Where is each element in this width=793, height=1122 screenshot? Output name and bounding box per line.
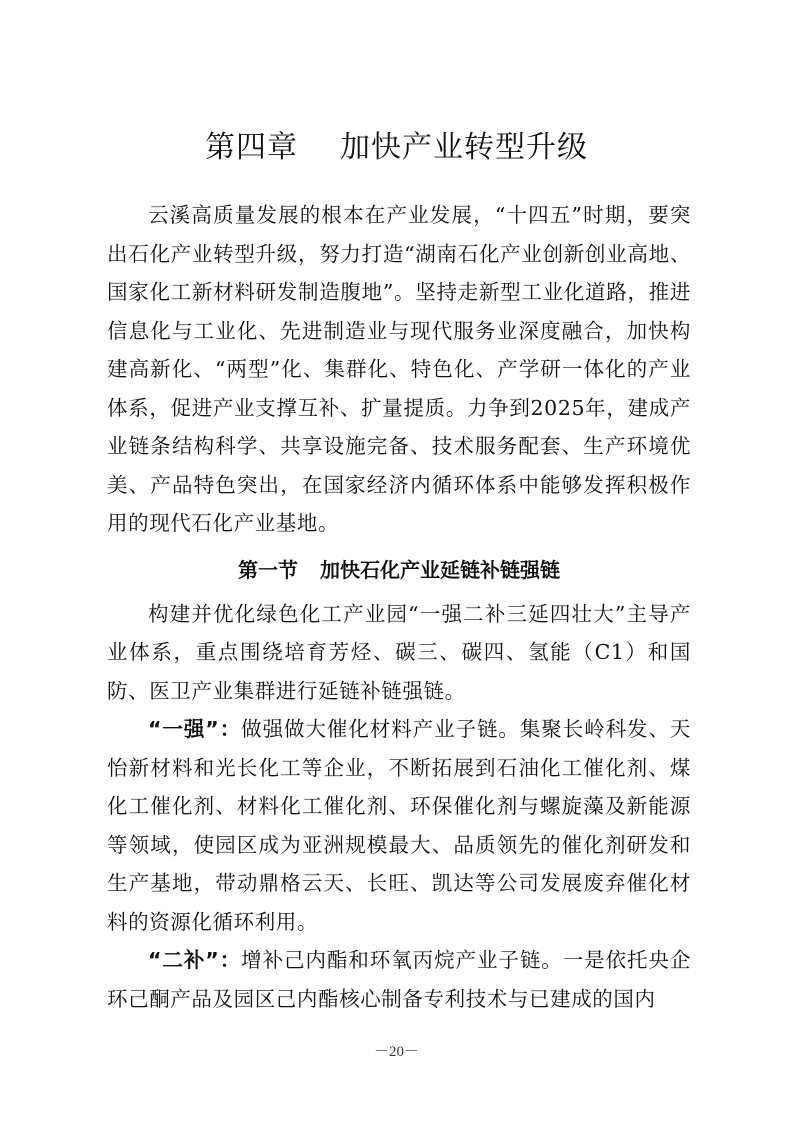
item-paragraph-two-supplement (107, 941, 691, 1018)
page-number: －20－ (373, 1044, 419, 1060)
item-lead-two-supplement: “二补”： (148, 948, 242, 972)
item-text-one-strong: 做强做大催化材料产业子链。集聚长岭科发、天怡新材料和光长化工等企业，不断拓展到石油化工催化剂、煤化工催化剂、材料化工催化剂、环保催化剂与螺旋藻及新能源等领域，使园区成为亚洲规模最大、品质领先的催化剂研发和生产基地，带动鼎格云天、长旺、凯达等公司发展废弃催化材料的资源化循环利用。 (107, 717, 691, 934)
chapter-name: 加快产业转型升级 (340, 130, 588, 165)
section-number: 第一节 (238, 557, 298, 582)
section-title (107, 549, 691, 591)
section-name: 加快石化产业延链补链强链 (320, 557, 560, 582)
chapter-title (0, 128, 793, 168)
chapter-number: 第四章 (205, 130, 298, 165)
intro-paragraph: 云溪高质量发展的根本在产业发展，“十四五”时期，要突出石化产业转型升级，努力打造“湖南石化产业创新创业高地、国家化工新材料研发制造腹地”。坚持走新型工业化道路，推进信息化与工业化、先进制造业与现代服务业深度融合，加快构建高新化、“两型”化、集群化、特色化、产学研一体化的产业体系，促进产业支撑互补、扩量提质。力争到2025年，建成产业链条结构科学、共享设施完备、技术服务配套、生产环境优美、产品特色突出，在国家经济内循环体系中能够发挥积极作用的现代石化产业基地。 (107, 203, 691, 535)
item-text-two-supplement: 增补己内酯和环氧丙烷产业子链。一是依托央企环己酮产品及园区己内酯核心制备专利技术与已建成的国内 (107, 948, 691, 1011)
item-paragraph-one-strong (107, 710, 691, 941)
body-text (107, 196, 691, 1018)
section-paragraph: 构建并优化绿色化工产业园“一强二补三延四壮大”主导产业体系，重点围绕培育芳烃、碳三、碳四、氢能（C1）和国防、医卫产业集群进行延链补链强链。 (107, 601, 691, 703)
item-lead-one-strong: “一强”： (148, 717, 242, 741)
